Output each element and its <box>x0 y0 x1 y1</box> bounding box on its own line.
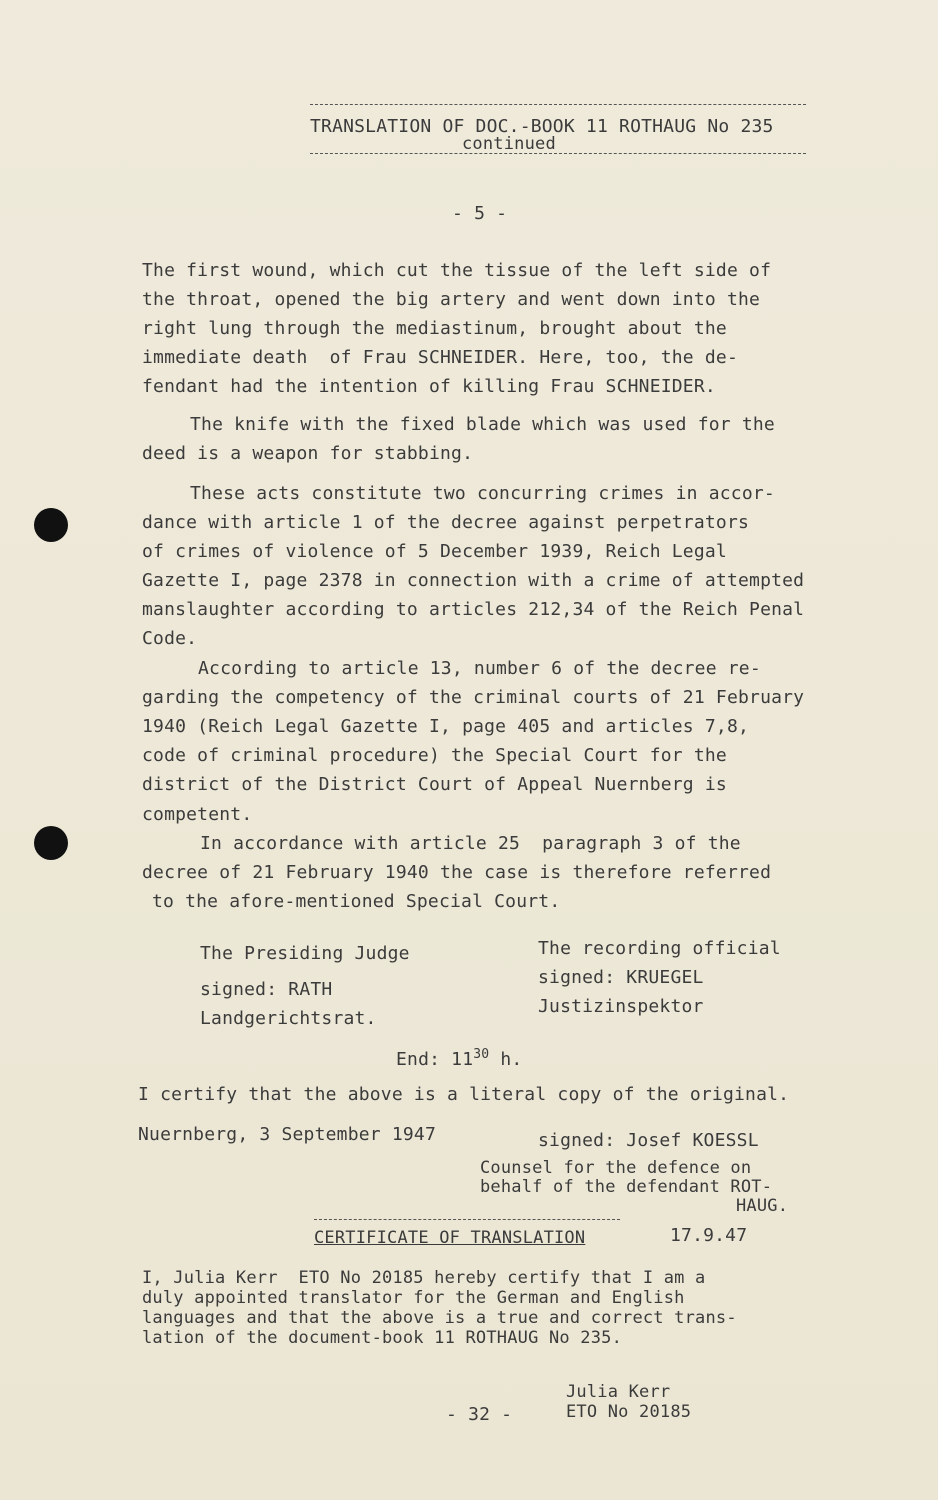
para2-line: The knife with the fixed blade which was used for the <box>190 414 775 435</box>
sig-right-signed: signed: KRUEGEL <box>538 967 704 988</box>
sig-right-rank: Justizinspektor <box>538 996 704 1017</box>
footer-page-number: - 32 - <box>446 1404 513 1425</box>
para4-line: According to article 13, number 6 of the decree re- <box>198 658 761 679</box>
para1-line: right lung through the mediastinum, brought about the <box>142 318 727 339</box>
para5-line: decree of 21 February 1940 the case is therefore referred <box>142 862 772 883</box>
para3-line: Gazette I, page 2378 in connection with a crime of attempted <box>142 570 805 591</box>
sig-left-signed: signed: RATH <box>200 979 333 1000</box>
signer-name: Julia Kerr <box>566 1382 671 1402</box>
para1-line: The first wound, which cut the tissue of the left side of <box>142 260 772 281</box>
cert-line: languages and that the above is a true and correct trans- <box>142 1308 737 1328</box>
para4-line: district of the District Court of Appeal Nuernberg is <box>142 774 727 795</box>
cert-rule <box>314 1219 620 1220</box>
header-title: TRANSLATION OF DOC.-BOOK 11 ROTHAUG No 235 <box>310 116 774 137</box>
place-date: Nuernberg, 3 September 1947 <box>138 1124 436 1145</box>
para4-line: code of criminal procedure) the Special Court for the <box>142 745 727 766</box>
counsel-line: HAUG. <box>736 1196 789 1216</box>
cert-heading: CERTIFICATE OF TRANSLATION <box>314 1228 586 1248</box>
para4-line: competent. <box>142 804 253 825</box>
header-rule-top <box>310 104 806 105</box>
header-rule-bottom <box>310 153 806 154</box>
punch-hole <box>34 826 68 860</box>
para5-line: to the afore-mentioned Special Court. <box>152 891 561 912</box>
para3-line: manslaughter according to articles 212,34 of the Reich Penal <box>142 599 805 620</box>
sig-right-title: The recording official <box>538 938 781 959</box>
sig-left-rank: Landgerichtsrat. <box>200 1008 377 1029</box>
para1-line: the throat, opened the big artery and went down into the <box>142 289 761 310</box>
para3-line: dance with article 1 of the decree against perpetrators <box>142 512 750 533</box>
para3-line: Code. <box>142 628 198 649</box>
cert-line: lation of the document-book 11 ROTHAUG No 235. <box>142 1328 623 1348</box>
certify-statement: I certify that the above is a literal copy of the original. <box>138 1084 790 1105</box>
para1-line: fendant had the intention of killing Frau SCHNEIDER. <box>142 376 716 397</box>
para4-line: 1940 (Reich Legal Gazette I, page 405 and articles 7,8, <box>142 716 750 737</box>
para3-line: of crimes of violence of 5 December 1939, Reich Legal <box>142 541 727 562</box>
cert-line: duly appointed translator for the German and English <box>142 1288 685 1308</box>
para1-line: immediate death of Frau SCHNEIDER. Here, too, the de- <box>142 347 738 368</box>
para2-line: deed is a weapon for stabbing. <box>142 443 474 464</box>
punch-hole <box>34 508 68 542</box>
para4-line: garding the competency of the criminal courts of 21 February <box>142 687 805 708</box>
counsel-signed: signed: Josef KOESSL <box>538 1130 759 1151</box>
sig-left-title: The Presiding Judge <box>200 943 410 964</box>
end-time: End: $11^{30}$ h. <box>396 1047 523 1070</box>
para3-line: These acts constitute two concurring crimes in accor- <box>190 483 775 504</box>
header-continued: continued <box>462 134 556 154</box>
para5-line: In accordance with article 25 paragraph 3 of the <box>200 833 741 854</box>
signer-id: ETO No 20185 <box>566 1402 692 1422</box>
cert-line: I, Julia Kerr ETO No 20185 hereby certify that I am a <box>142 1268 706 1288</box>
cert-date: 17.9.47 <box>670 1225 748 1246</box>
page-marker: - 5 - <box>452 203 508 224</box>
counsel-line: Counsel for the defence on <box>480 1158 752 1178</box>
counsel-line: behalf of the defendant ROT- <box>480 1177 773 1197</box>
